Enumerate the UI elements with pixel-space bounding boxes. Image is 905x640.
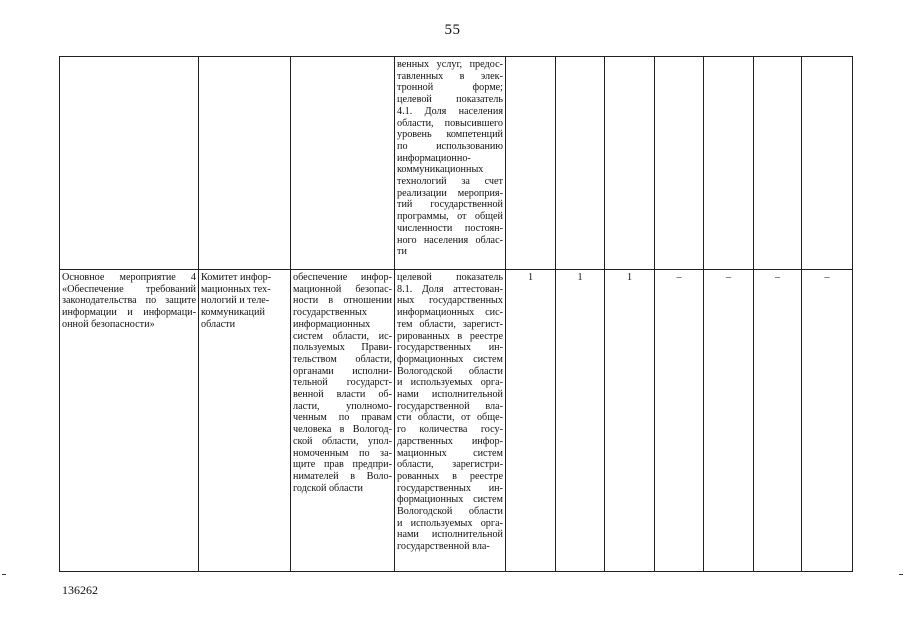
text-line: информации и информаци- — [62, 307, 196, 319]
text-line: нимателей в Воло- — [293, 470, 392, 482]
text-line: и используемых орга- — [397, 377, 503, 389]
cell-goal — [291, 270, 395, 572]
text-line: ного населения облас- — [397, 234, 503, 246]
cell-value: – — [655, 270, 704, 572]
text-line: Вологодской области — [397, 365, 503, 377]
text-line: и используемых орга- — [397, 517, 503, 529]
cell-empty — [655, 57, 704, 270]
text-line: Вологодской области — [397, 506, 503, 518]
text-line: щите прав предпри- — [293, 459, 392, 471]
document-code: 136262 — [62, 583, 98, 597]
text-line: онной безопасности» — [62, 318, 155, 330]
cell-activity — [60, 270, 199, 572]
text-line: численности постоян- — [397, 222, 503, 234]
cell-value: 1 — [506, 270, 556, 572]
text-line: ти — [397, 246, 407, 258]
text-line: тавленных в элек- — [397, 70, 503, 82]
text-line: годской области — [293, 482, 364, 494]
text-line: государственной вла- — [397, 400, 503, 412]
cell-value: 1 — [556, 270, 605, 572]
cell-value: 1 — [605, 270, 655, 572]
cell-value: – — [704, 270, 754, 572]
text-line: обеспечение инфор- — [293, 272, 392, 283]
text-line: тельством области, — [293, 353, 392, 365]
cell-empty — [556, 57, 605, 270]
margin-mark — [899, 574, 903, 575]
text-line: коммуникационных — [397, 164, 484, 176]
text-line: ности в отношении — [293, 295, 392, 307]
text-line: рированных в реестре — [397, 330, 503, 342]
cell-indicator-continuation — [395, 57, 506, 270]
cell-executor — [199, 270, 291, 572]
text-line: ченным по правам — [293, 412, 392, 424]
text-line: 8.1. Доля аттестован- — [397, 283, 503, 295]
text-line: го количества госу- — [397, 424, 503, 436]
text-line: человека в Вологод- — [293, 424, 392, 436]
text-line: формационных систем — [397, 353, 503, 365]
text-line: государственных — [293, 307, 367, 319]
text-line: технологий за счет — [397, 176, 503, 188]
text-line: Комитет инфор- — [201, 272, 272, 283]
text-line: тий государственной — [397, 199, 503, 211]
text-line: государственных ин- — [397, 342, 503, 354]
text-line: нологий и теле- — [201, 295, 270, 307]
cell-empty — [199, 57, 291, 270]
text-line: систем области, ис- — [293, 330, 392, 342]
text-line: венной власти об- — [293, 389, 392, 401]
text-line: по использованию — [397, 140, 503, 152]
text-line: дарственных инфор- — [397, 435, 503, 447]
cell-value: – — [754, 270, 802, 572]
table-row-activity-4 — [60, 270, 853, 572]
program-table — [59, 56, 853, 572]
text-line: нами исполнительной — [397, 389, 503, 401]
text-line: информационно- — [397, 152, 471, 164]
text-line: номоченным по за- — [293, 447, 392, 459]
text-line: 4.1. Доля населения — [397, 105, 503, 117]
text-line: коммуникаций — [201, 307, 265, 319]
text-line: Основное мероприятие 4 — [62, 272, 196, 283]
cell-empty — [605, 57, 655, 270]
text-line: венных услуг, предос- — [397, 59, 503, 70]
cell-empty — [291, 57, 395, 270]
text-line: органами исполни- — [293, 365, 392, 377]
text-line: ской области, упол- — [293, 435, 392, 447]
cell-empty — [506, 57, 556, 270]
text-line: государственной вла- — [397, 541, 490, 553]
text-line: нами исполнительной — [397, 529, 503, 541]
text-line: области — [201, 318, 236, 330]
text-line: программы, от общей — [397, 211, 503, 223]
text-line: мационных тех- — [201, 283, 271, 295]
table-row-continuation — [60, 57, 853, 270]
text-line: целевой показатель — [397, 272, 503, 283]
text-line: целевой показатель — [397, 94, 503, 106]
text-line: пользуемых Прави- — [293, 342, 392, 354]
text-line: мационной безопас- — [293, 283, 392, 295]
text-line: формационных систем — [397, 494, 503, 506]
page-number: 55 — [444, 22, 461, 38]
text-line: уровень компетенций — [397, 129, 503, 141]
text-line: тельной государст- — [293, 377, 392, 389]
text-line: информационных — [293, 318, 371, 330]
cell-indicator — [395, 270, 506, 572]
text-line: мационных систем — [397, 447, 503, 459]
text-line: области, повысившего — [397, 117, 503, 129]
cell-empty — [754, 57, 802, 270]
text-line: тем области, зарегист- — [397, 318, 503, 330]
text-line: ных государственных — [397, 295, 503, 307]
cell-empty — [802, 57, 853, 270]
cell-empty — [60, 57, 199, 270]
text-line: реализации мероприя- — [397, 187, 503, 199]
cell-empty — [704, 57, 754, 270]
text-line: сти области, от обще- — [397, 412, 503, 424]
text-line: области, зарегистри- — [397, 459, 503, 471]
text-line: информационных сис- — [397, 307, 503, 319]
margin-mark — [2, 574, 6, 575]
text-line: ласти, уполномо- — [293, 400, 392, 412]
text-line: государственных ин- — [397, 482, 503, 494]
text-line: «Обеспечение требований — [62, 283, 196, 295]
text-line: законодательства по защите — [62, 295, 196, 307]
text-line: рованных в реестре — [397, 470, 503, 482]
cell-value: – — [802, 270, 853, 572]
text-line: тронной форме; — [397, 82, 503, 94]
